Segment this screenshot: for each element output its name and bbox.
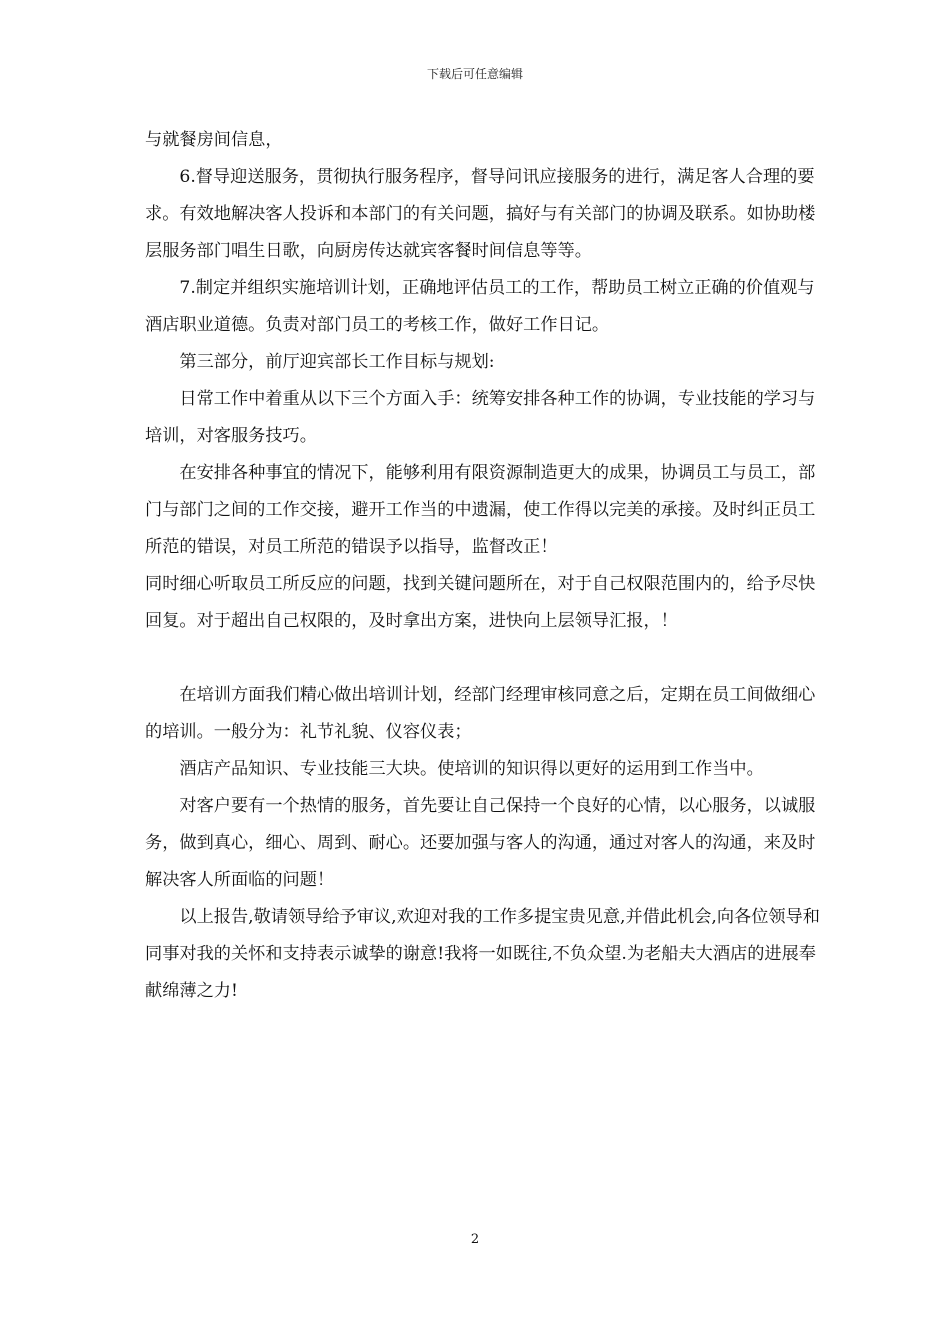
paragraph-5: 日常工作中着重从以下三个方面入手：统筹安排各种工作的协调，专业技能的学习与培训，对客服务技巧。 bbox=[145, 389, 816, 446]
paragraph-7: 同时细心听取员工所反应的问题，找到关键问题所在，对于自己权限范围内的，给予尽快回复。对于超出自己权限的，及时拿出方案，进快向上层领导汇报，！ bbox=[145, 574, 816, 631]
document-body bbox=[145, 122, 820, 1010]
paragraph-3: 7.制定并组织实施培训计划，正确地评估员工的工作，帮助员工树立正确的价值观与酒店职业道德。负责对部门员工的考核工作，做好工作日记。 bbox=[145, 278, 815, 335]
paragraph-2: 6.督导迎送服务，贯彻执行服务程序，督导问讯应接服务的进行，满足客人合理的要求。有效地解决客人投诉和本部门的有关问题，搞好与有关部门的协调及联系。如协助楼层服务部门唱生日歌，向厨房传达就宾客餐时间信息等等。 bbox=[145, 167, 816, 261]
page-header-note: 下载后可任意编辑 bbox=[426, 67, 523, 81]
paragraph-8: 在培训方面我们精心做出培训计划，经部门经理审核同意之后，定期在员工间做细心的培训。一般分为：礼节礼貌、仪容仪表； bbox=[145, 685, 816, 742]
paragraph-6: 在安排各种事宜的情况下，能够利用有限资源制造更大的成果，协调员工与员工，部门与部门之间的工作交接，避开工作当的中遗漏，使工作得以完美的承接。及时纠正员工所范的错误，对员工所范的错误予以指导，监督改正！ bbox=[145, 463, 816, 557]
paragraph-9: 酒店产品知识、专业技能三大块。使培训的知识得以更好的运用到工作当中。 bbox=[179, 759, 764, 779]
paragraph-11: 以上报告,敬请领导给予审议,欢迎对我的工作多提宝贵见意,并借此机会,向各位领导和同事对我的关怀和支持表示诚挚的谢意!我将一如既往,不负众望.为老船夫大酒店的进展奉献绵薄之力! bbox=[145, 907, 820, 1001]
paragraph-10: 对客户要有一个热情的服务，首先要让自己保持一个良好的心情，以心服务，以诚服务，做到真心，细心、周到、耐心。还要加强与客人的沟通，通过对客人的沟通，来及时解决客人所面临的问题！ bbox=[145, 796, 816, 890]
paragraph-4-section-heading: 第三部分，前厅迎宾部长工作目标与规划: bbox=[179, 352, 495, 372]
paragraph-1: 与就餐房间信息， bbox=[145, 130, 283, 150]
page-number: 2 bbox=[470, 1232, 480, 1247]
